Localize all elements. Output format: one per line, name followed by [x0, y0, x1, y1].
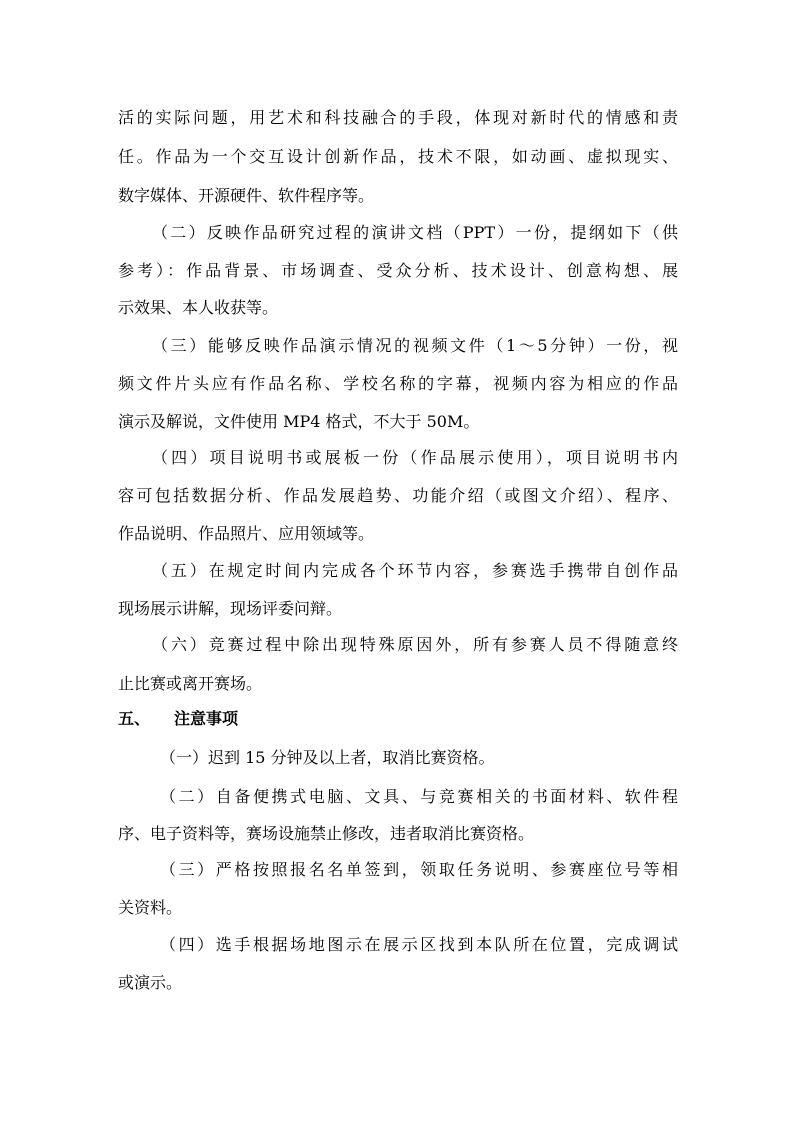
item-3-first-line: （三）能够反映作品演示情况的视频文件（1～5分钟）一份，视: [152, 336, 678, 355]
paragraph-line: 活的实际问题，用艺术和科技融合的手段，体现对新时代的情感和责: [118, 108, 678, 127]
paragraph-line: 任。作品为一个交互设计创新作品，技术不限，如动画、虚拟现实、: [118, 147, 678, 166]
notice-4-line: 或演示。: [118, 973, 183, 992]
notice-4-first-line: （四）选手根据场地图示在展示区找到本队所在位置，完成调试: [160, 935, 678, 954]
item-2-line: 示效果、本人收获等。: [118, 298, 279, 317]
notice-3-first-line: （三）严格按照报名名单签到，领取任务说明、参赛座位号等相: [160, 860, 678, 879]
item-2-first-line: （二）反映作品研究过程的演讲文档（PPT）一份，提纲如下（供: [152, 223, 678, 242]
notice-2-line: 序、电子资料等，赛场设施禁止修改，违者取消比赛资格。: [118, 824, 535, 843]
item-5-line: 现场展示讲解，现场评委问辩。: [118, 599, 343, 618]
section-number: 五、: [118, 709, 151, 728]
item-3-line: 频文件片头应有作品名称、学校名称的字幕，视频内容为相应的作品: [118, 374, 678, 393]
item-4-first-line: （四）项目说明书或展板一份（作品展示使用），项目说明书内: [152, 448, 678, 467]
section-heading: [118, 707, 238, 731]
notice-2-first-line: （二）自备便携式电脑、文具、与竞赛相关的书面材料、软件程: [160, 787, 678, 806]
item-6-line: 止比赛或离开赛场。: [118, 674, 263, 693]
item-2-line: 参考）：作品背景、市场调查、受众分析、技术设计、创意构想、展: [118, 261, 678, 280]
item-4-line: 作品说明、作品照片、应用领域等。: [118, 524, 375, 543]
item-5-first-line: （五）在规定时间内完成各个环节内容，参赛选手携带自创作品: [152, 561, 678, 580]
notice-3-line: 关资料。: [118, 898, 183, 917]
item-4-line: 容可包括数据分析、作品发展趋势、功能介绍（或图文介绍）、程序、: [118, 486, 678, 505]
paragraph-line: 数字媒体、开源硬件、软件程序等。: [118, 186, 375, 205]
item-6-first-line: （六）竞赛过程中除出现特殊原因外，所有参赛人员不得随意终: [152, 635, 678, 654]
notice-1-line: （一）迟到 15 分钟及以上者，取消比赛资格。: [160, 748, 495, 767]
section-title: 注意事项: [174, 709, 239, 728]
item-3-line: 演示及解说，文件使用 MP4 格式，不大于 50M。: [118, 412, 480, 431]
